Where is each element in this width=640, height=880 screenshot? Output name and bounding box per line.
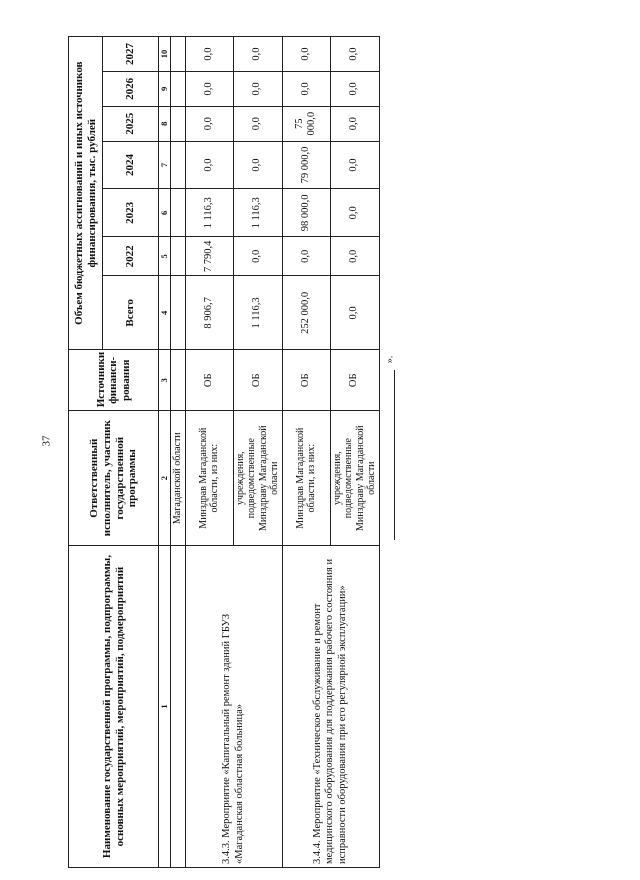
financing-table: [68, 36, 380, 868]
column-number: 1: [159, 546, 171, 868]
header-total: Всего: [103, 276, 159, 350]
value-cell: [171, 237, 186, 276]
value-cell: 8 906,7: [185, 276, 233, 350]
value-cell: 0,0: [330, 37, 379, 72]
header-year: 2027: [103, 37, 159, 72]
responsible-cell: Минздрав Магаданской области, из них:: [282, 411, 330, 546]
value-cell: 75 000,0: [282, 106, 330, 141]
source-cell: ОБ: [330, 350, 379, 411]
value-cell: 0,0: [233, 37, 282, 72]
value-cell: 0,0: [185, 141, 233, 189]
value-cell: 1 116,3: [233, 189, 282, 237]
value-cell: 0,0: [185, 106, 233, 141]
column-number: 9: [159, 71, 171, 106]
responsible-cell: учреждения, подведомственные Минздраву Магаданской области: [233, 411, 282, 546]
value-cell: 0,0: [233, 237, 282, 276]
value-cell: 0,0: [330, 276, 379, 350]
value-cell: 252 000,0: [282, 276, 330, 350]
activity-3-4-4: 3.4.4. Мероприятие «Техническое обслуживание и ремонт медицинского оборудования для поддержания рабочего состояния и исправности оборудования при его регулярной эксплуатации»: [282, 546, 379, 868]
value-cell: [171, 71, 186, 106]
signature-line: [394, 370, 395, 540]
source-cell: ОБ: [185, 350, 233, 411]
value-cell: 1 116,3: [233, 276, 282, 350]
value-cell: 1 116,3: [185, 189, 233, 237]
header-year: 2025: [103, 106, 159, 141]
value-cell: 0,0: [330, 189, 379, 237]
closing-quote: ».: [384, 355, 396, 364]
column-number: 4: [159, 276, 171, 350]
value-cell: 98 000,0: [282, 189, 330, 237]
value-cell: 0,0: [233, 71, 282, 106]
activity-3-4-3: 3.4.3. Мероприятие «Капитальный ремонт зданий ГБУЗ «Магаданская областная больница»: [185, 546, 282, 868]
rotated-sheet: [68, 36, 377, 868]
header-volume: Объем бюджетных ассигнований и иных источников финансирования, тыс. рублей: [69, 37, 103, 350]
responsible-cell: Магаданской области: [171, 411, 186, 546]
column-number: 3: [159, 350, 171, 411]
value-cell: [171, 189, 186, 237]
responsible-cell: учреждения, подведомственные Минздраву Магаданской области: [330, 411, 379, 546]
header-responsible: Ответственный исполнитель, участник государственной программы: [69, 411, 159, 546]
value-cell: 0,0: [330, 237, 379, 276]
responsible-cell: Минздрав Магаданской области, из них:: [185, 411, 233, 546]
page-number: 37: [40, 435, 53, 447]
value-cell: 0,0: [233, 141, 282, 189]
value-cell: 0,0: [330, 106, 379, 141]
column-number: 5: [159, 237, 171, 276]
value-cell: 0,0: [330, 141, 379, 189]
value-cell: 0,0: [185, 37, 233, 72]
value-cell: 0,0: [282, 71, 330, 106]
source-cell: ОБ: [233, 350, 282, 411]
value-cell: [171, 106, 186, 141]
header-year: 2024: [103, 141, 159, 189]
column-number: 7: [159, 141, 171, 189]
column-number: 2: [159, 411, 171, 546]
header-year: 2023: [103, 189, 159, 237]
value-cell: 0,0: [185, 71, 233, 106]
source-cell: ОБ: [282, 350, 330, 411]
value-cell: 0,0: [330, 71, 379, 106]
value-cell: 0,0: [233, 106, 282, 141]
header-name: Наименование государственной программы, подпрограммы, основных мероприятий, мероприятий, подмероприятий: [69, 546, 159, 868]
header-year: 2026: [103, 71, 159, 106]
header-year: 2022: [103, 237, 159, 276]
value-cell: [171, 141, 186, 189]
column-number: 8: [159, 106, 171, 141]
value-cell: 79 000,0: [282, 141, 330, 189]
value-cell: 7 790,4: [185, 237, 233, 276]
header-source: Источники финанси-рования: [69, 350, 159, 411]
value-cell: [171, 276, 186, 350]
column-number: 6: [159, 189, 171, 237]
value-cell: 0,0: [282, 37, 330, 72]
value-cell: 0,0: [282, 237, 330, 276]
table-cell: [171, 546, 186, 868]
source-cell: [171, 350, 186, 411]
value-cell: [171, 37, 186, 72]
column-number: 10: [159, 37, 171, 72]
